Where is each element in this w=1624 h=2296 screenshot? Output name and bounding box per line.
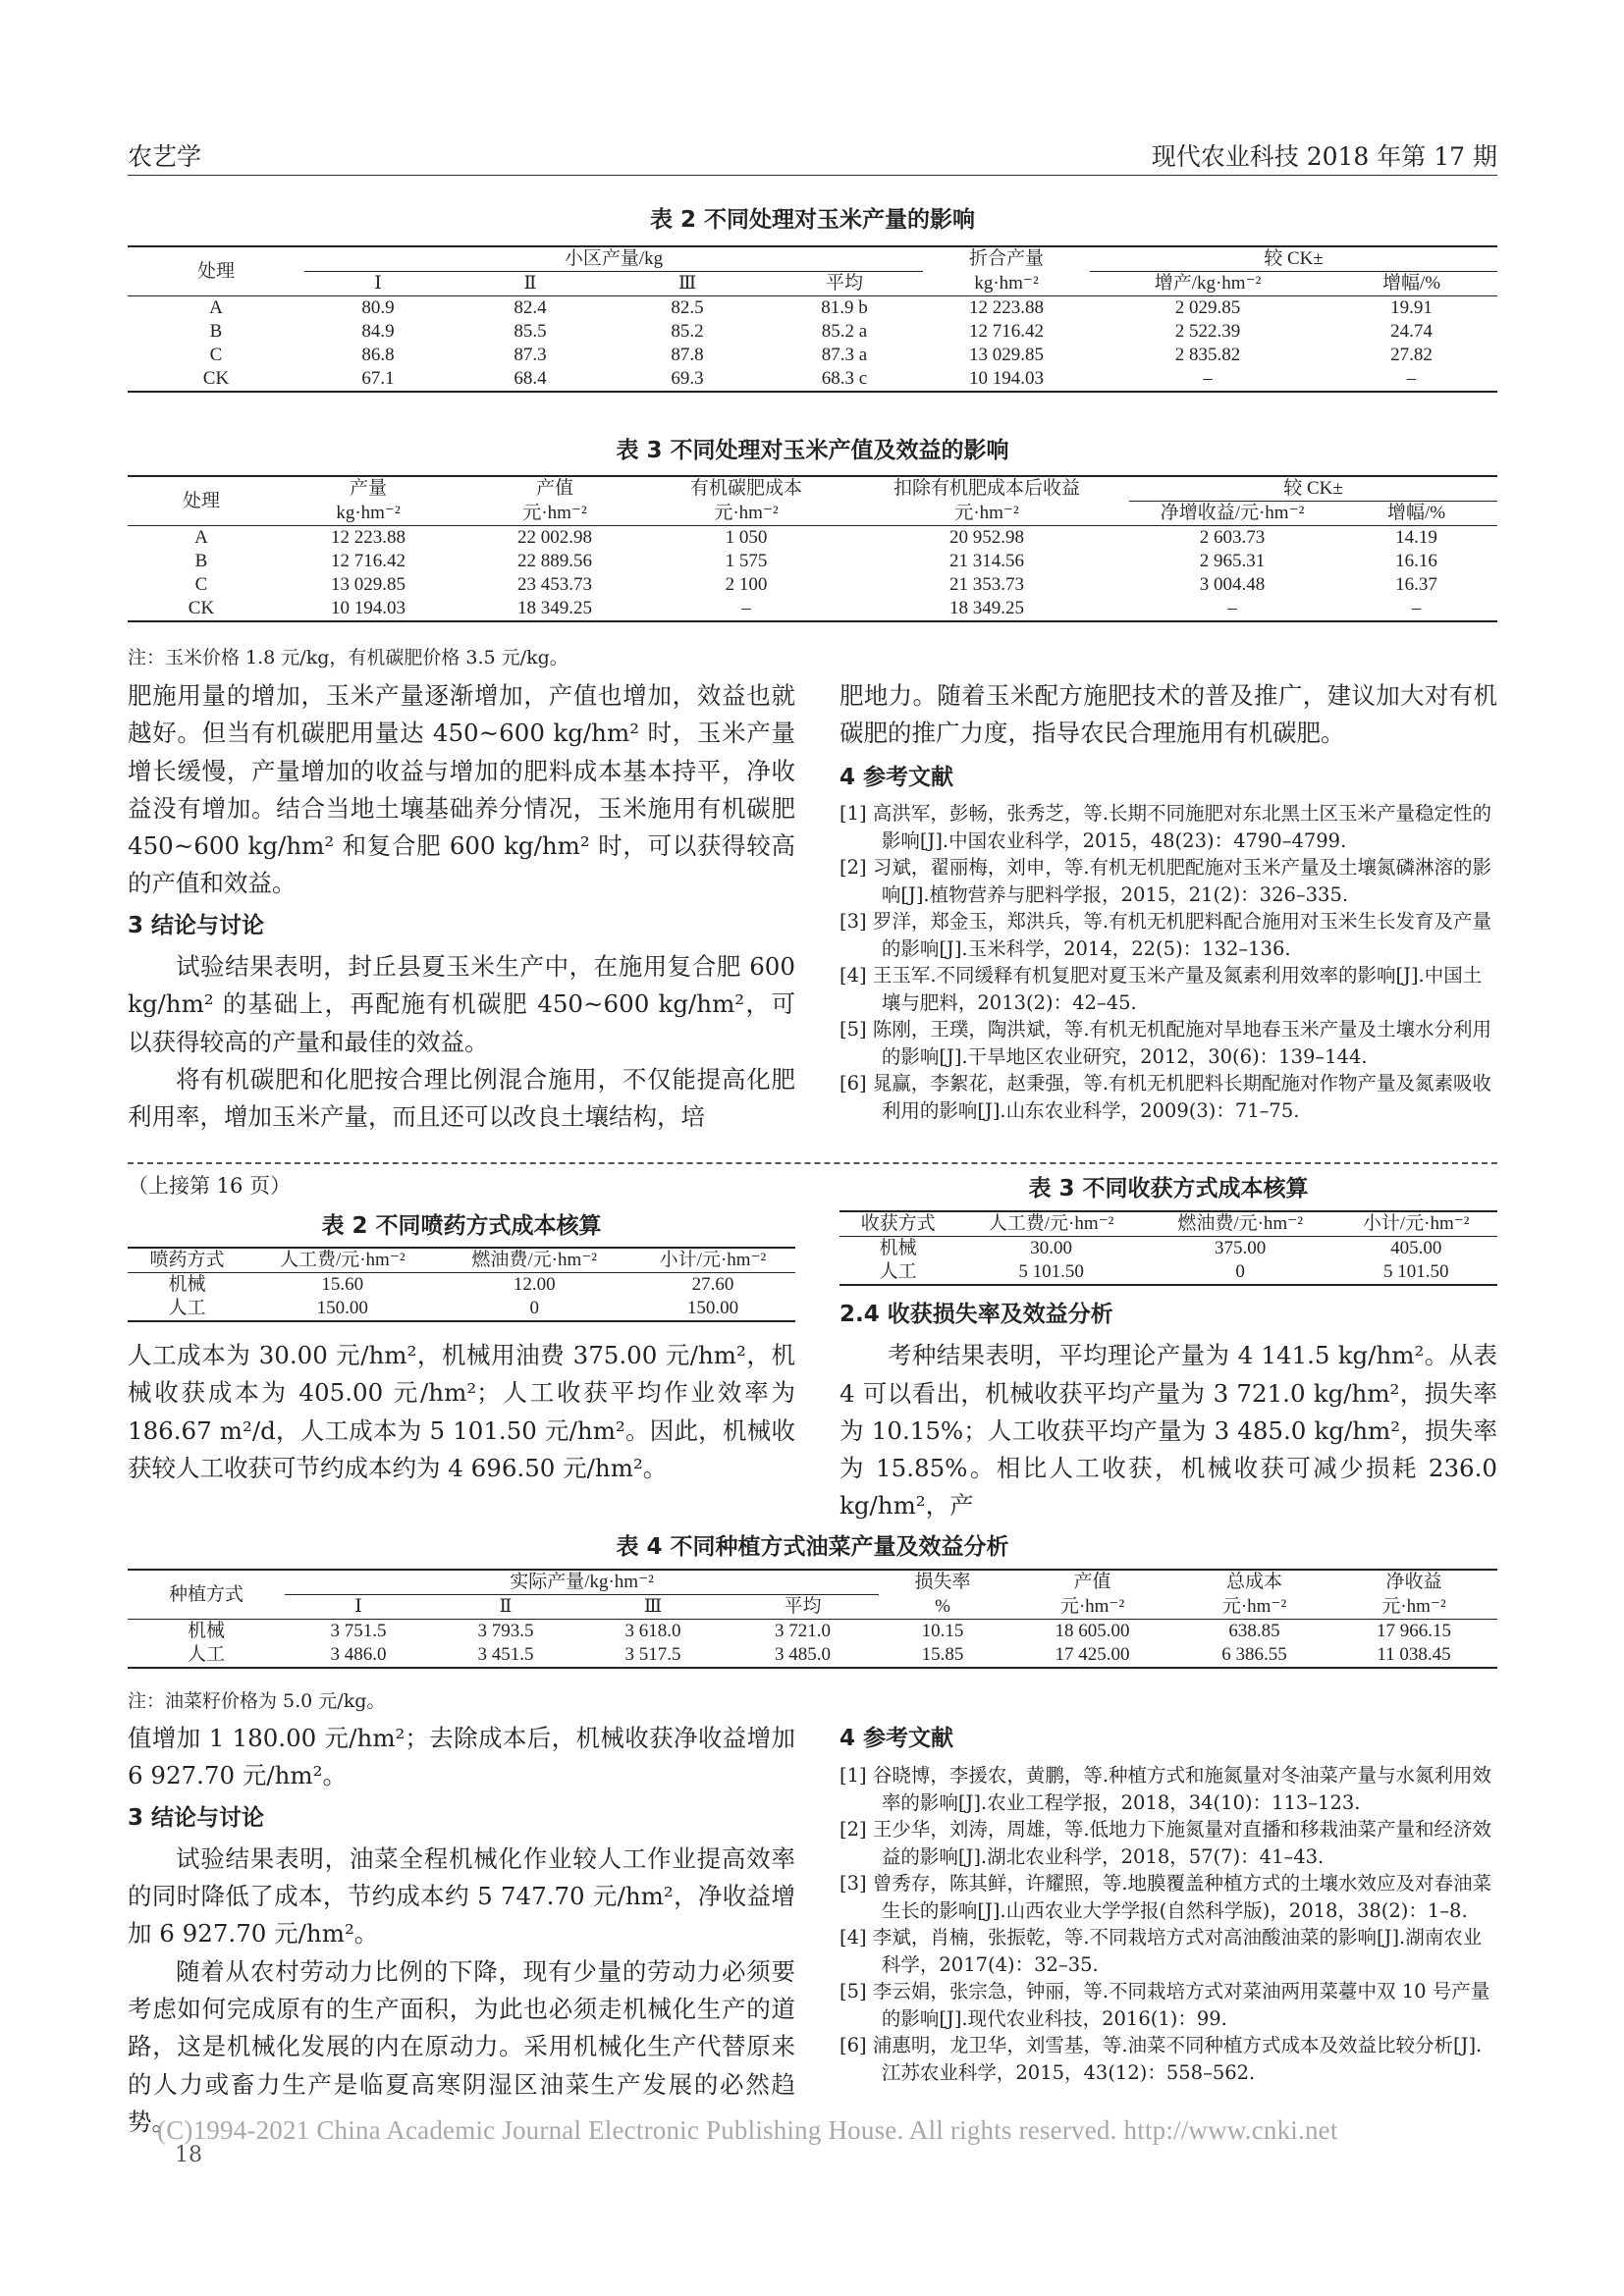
paragraph: 人工成本为 30.00 元/hm²，机械用油费 375.00 元/hm²，机械收获成本为 405.00 元/hm²；人工收获平均作业效率为 186.67 m²/d，人工成本为 5 101.50 元/hm²。因此，机械收获较人工收获可节约成本约为 4 696.50 元/hm²。 [128,1341,795,1482]
header-spray-mode: 喷药方式 [128,1248,246,1273]
table-row: 机械 30.00 375.00 405.00 [879,1238,1442,1258]
header-increase: 增产/kg·hm⁻² [1090,272,1326,296]
article-divider [128,1162,1497,1164]
header-value: 产值 [461,476,648,502]
header-net-income: 扣除有机肥成本后收益 [844,476,1129,502]
running-head-section: 农艺学 [128,142,202,171]
table-row: A 80.9 82.4 82.5 81.9 b 12 223.88 2 029.85 19.91 [209,297,1433,318]
table2-corn-yield [128,245,1497,393]
header-labor: 人工费/元·hm⁻² [956,1211,1146,1237]
reference-item: [3] 曾秀存，陈其鲜，许耀照，等.地膜覆盖种植方式的土壤水效应及对春油菜生长的影响[J].山西农业大学学报(自然科学版)，2018，38(2)：1–8. [839,1872,1492,1922]
table-row: 人工 5 101.50 0 5 101.50 [839,1260,1497,1285]
page-number: 18 [175,2143,202,2167]
header-planting-mode: 种植方式 [128,1570,285,1620]
header-rate: 增幅/% [1335,502,1497,526]
lower-mid-left-column [128,1337,795,1487]
table4-note: 注：油菜籽价格为 5.0 元/kg。 [128,1690,386,1712]
header-fuel: 燃油费/元·hm⁻² [438,1248,629,1273]
header-labor: 人工费/元·hm⁻² [246,1248,438,1273]
header-mean: 平均 [766,272,923,296]
bottom-right-column [839,1720,1497,1757]
header-plot-yield: 小区产量/kg [304,246,923,272]
bottom-left-column [128,1720,795,2141]
header-subtotal: 小计/元·hm⁻² [1334,1211,1497,1237]
header-vs-ck: 较 CK± [1129,476,1497,502]
header-yield: 产量 [275,476,461,502]
table-row: C 86.8 87.3 87.8 87.3 a 13 029.85 2 835.82 27.82 [209,345,1433,365]
header-unit: 元·hm⁻² [1006,1595,1178,1620]
lower-mid-right-column [839,1296,1497,1525]
header-value: 产值 [1006,1570,1178,1595]
table2-corn-caption: 表 2 不同处理对玉米产量的影响 [649,207,976,233]
reference-item: [2] 习斌，翟丽梅，刘申，等.有机无机肥配施对玉米产量及土壤氮磷淋溶的影响[J].植物营养与肥料学报，2015，21(2)：326–335. [839,856,1492,906]
header-rep-3: Ⅲ [579,1595,727,1620]
table-row: CK 10 194.03 18 349.25 – 18 349.25 – – [128,597,1497,621]
section-heading: 4 参考文献 [839,1726,954,1751]
header-subtotal: 小计/元·hm⁻² [630,1248,795,1273]
paragraph: 将有机碳肥和化肥按合理比例混合施用，不仅能提高化肥利用率，增加玉米产量，而且还可以改良土壤结构，培 [128,1064,795,1132]
header-vs-ck: 较 CK± [1090,246,1497,272]
table-row: 机械 3 751.5 3 793.5 3 618.0 3 721.0 10.15 18 605.00 638.85 17 966.15 [187,1621,1451,1641]
table-row: B 84.9 85.5 85.2 85.2 a 12 716.42 2 522.39 24.74 [209,321,1433,342]
reference-item: [5] 陈刚，王璞，陶洪斌，等.有机无机配施对旱地春玉米产量及土壤水分利用的影响[J].干旱地区农业研究，2012，30(6)：139–144. [839,1018,1492,1068]
header-unit: 元·hm⁻² [648,502,844,526]
header-rep-1: Ⅰ [285,1595,432,1620]
header-harvest-mode: 收获方式 [839,1211,956,1237]
reference-item: [3] 罗洋，郑金玉，郑洪兵，等.有机无机肥料配合施用对玉米生长发育及产量的影响[J].玉米科学，2014，22(5)：132–136. [839,910,1492,960]
copyright-footer: (C)1994-2021 China Academic Journal Electronic Publishing House. All rights reserved. http://www.cnki.net [157,2115,1338,2145]
reference-item: [6] 浦惠明，龙卫华，刘雪基，等.油菜不同种植方式成本及效益比较分析[J].江苏农业科学，2015，43(12)：558–562. [839,2034,1483,2084]
table3-harvest-cost [839,1210,1497,1286]
header-rep-3: Ⅲ [609,272,766,296]
table-row: A 12 223.88 22 002.98 1 050 20 952.98 2 603.73 14.19 [194,527,1437,548]
header-rate: 增幅/% [1326,272,1497,296]
table4-caption: 表 4 不同种植方式油菜产量及效益分析 [616,1534,1009,1560]
reference-item: [2] 王少华，刘涛，周雄，等.低地力下施氮量对直播和移栽油菜产量和经济效益的影响[J].湖北农业科学，2018，57(7)：41–43. [839,1818,1492,1868]
bottom-references [839,1762,1497,2086]
header-unit: 元·hm⁻² [1178,1595,1330,1620]
header-actual-yield: 实际产量/kg·hm⁻² [285,1570,879,1595]
paragraph: 试验结果表明，封丘县夏玉米生产中，在施用复合肥 600 kg/hm² 的基础上，再配施有机碳肥 450~600 kg/hm²，可以获得较高的产量和最佳的效益。 [128,952,795,1056]
header-rule [128,175,1497,176]
paragraph: 肥施用量的增加，玉米产量逐渐增加，产值也增加，效益也就越好。但当有机碳肥用量达 450~600 kg/hm² 时，玉米产量增长缓慢，产量增加的收益与增加的肥料成本基本持平，净收益没有增加。结合当地土壤基础养分情况，玉米施用有机碳肥 450~600 kg/hm² 和复合肥 600 kg/hm² 时，可以获得较高的产值和效益。 [128,681,795,898]
table3-harvest-caption: 表 3 不同收获方式成本核算 [1028,1176,1309,1201]
header-rep-1: Ⅰ [304,272,452,296]
table3-note: 注：玉米价格 1.8 元/kg，有机碳肥价格 3.5 元/kg。 [128,647,568,668]
upper-references [839,800,1497,1124]
table-row: 机械 15.60 12.00 27.60 [168,1274,734,1295]
running-head-journal: 现代农业科技 2018 年第 17 期 [1151,142,1497,171]
header-unit: 元·hm⁻² [844,502,1129,526]
header-unit: 元·hm⁻² [461,502,648,526]
header-fert-cost: 有机碳肥成本 [648,476,844,502]
header-unit: kg·hm⁻² [275,502,461,526]
paragraph: 试验结果表明，油菜全程机械化作业较人工作业提高效率的同时降低了成本，节约成本约 5 747.70 元/hm²，净收益增加 6 927.70 元/hm²。 [128,1843,795,1949]
reference-item: [1] 高洪军，彭畅，张秀芝，等.长期不同施肥对东北黑土区玉米产量稳定性的影响[J].中国农业科学，2015，48(23)：4790–4799. [839,802,1492,852]
table3-corn-value [128,475,1497,622]
header-unit: 元·hm⁻² [1330,1595,1497,1620]
section-heading: 2.4 收获损失率及效益分析 [839,1302,1113,1327]
header-treatment: 处理 [128,476,275,526]
reference-item: [1] 谷晓博，李援农，黄鹏，等.种植方式和施氮量对冬油菜产量与水氮利用效率的影响[J].农业工程学报，2018，34(10)：113–123. [839,1764,1492,1814]
table4-rapeseed-yield [128,1569,1497,1669]
header-unit: % [879,1595,1006,1620]
header-mean: 平均 [727,1595,879,1620]
table-row: CK 67.1 68.4 69.3 68.3 c 10 194.03 – – [128,367,1497,392]
section-heading: 3 结论与讨论 [128,912,265,938]
continued-label: （上接第 16 页） [128,1174,292,1198]
header-net-income: 净收益 [1330,1570,1497,1595]
table-row: B 12 716.42 22 889.56 1 575 21 314.56 2 965.31 16.16 [194,551,1437,571]
paragraph: 随着从农村劳动力比例的下降，现有少量的劳动力必须要考虑如何完成原有的生产面积，为此也必须走机械化生产的道路，这是机械化发展的内在原动力。采用机械化生产代替原来的人力或畜力生产是临夏高寒阴湿区油菜生产发展的必然趋势。 [128,1956,795,2136]
table3-corn-caption: 表 3 不同处理对玉米产值及效益的影响 [616,438,1009,463]
table-row: 人工 150.00 0 150.00 [128,1297,795,1321]
header-rep-2: Ⅱ [452,272,609,296]
table2-spray-cost [128,1247,795,1322]
table2-spray-caption: 表 2 不同喷药方式成本核算 [321,1213,602,1239]
upper-right-column [839,677,1497,798]
reference-item: [4] 王玉军.不同缓释有机复肥对夏玉米产量及氮素利用效率的影响[J].中国土壤与肥料，2013(2)：42–45. [839,964,1483,1014]
section-heading: 4 参考文献 [839,764,954,790]
section-heading: 3 结论与讨论 [128,1804,265,1831]
paragraph: 肥地力。随着玉米配方施肥技术的普及推广，建议加大对有机碳肥的推广力度，指导农民合理施用有机碳肥。 [839,681,1497,748]
header-net-increase: 净增收益/元·hm⁻² [1129,502,1335,526]
paragraph: 值增加 1 180.00 元/hm²；去除成本后，机械收获净收益增加 6 927.70 元/hm²。 [128,1724,795,1790]
reference-item: [4] 李斌，肖楠，张振乾，等.不同栽培方式对高油酸油菜的影响[J].湖南农业科学，2017(4)：32–35. [839,1926,1483,1976]
header-fuel: 燃油费/元·hm⁻² [1146,1211,1335,1237]
header-converted-yield: 折合产量 [923,246,1090,272]
upper-left-column [128,677,795,1137]
header-rep-2: Ⅱ [432,1595,579,1620]
header-loss-rate: 损失率 [879,1570,1006,1595]
header-treatment: 处理 [128,246,304,296]
table-row: 人工 3 486.0 3 451.5 3 517.5 3 485.0 15.85 17 425.00 6 386.55 11 038.45 [128,1643,1497,1668]
header-unit: kg·hm⁻² [923,272,1090,296]
paragraph: 考种结果表明，平均理论产量为 4 141.5 kg/hm²。从表 4 可以看出，机械收获平均产量为 3 721.0 kg/hm²，损失率为 10.15%；人工收获平均产量为 3 485.0 kg/hm²，损失率为 15.85%。相比人工收获，机械收获可减少损耗 236.0 kg/hm²，产 [839,1341,1497,1521]
reference-item: [6] 晁赢，李絮花，赵秉强，等.有机无机肥料长期配施对作物产量及氮素吸收利用的影响[J].山东农业科学，2009(3)：71–75. [839,1072,1492,1122]
table-row: C 13 029.85 23 453.73 2 100 21 353.73 3 004.48 16.37 [194,574,1437,595]
header-total-cost: 总成本 [1178,1570,1330,1595]
reference-item: [5] 李云娟，张宗急，钟丽，等.不同栽培方式对菜油两用菜薹中双 10 号产量的影响[J].现代农业科技，2016(1)：99. [839,1980,1490,2030]
